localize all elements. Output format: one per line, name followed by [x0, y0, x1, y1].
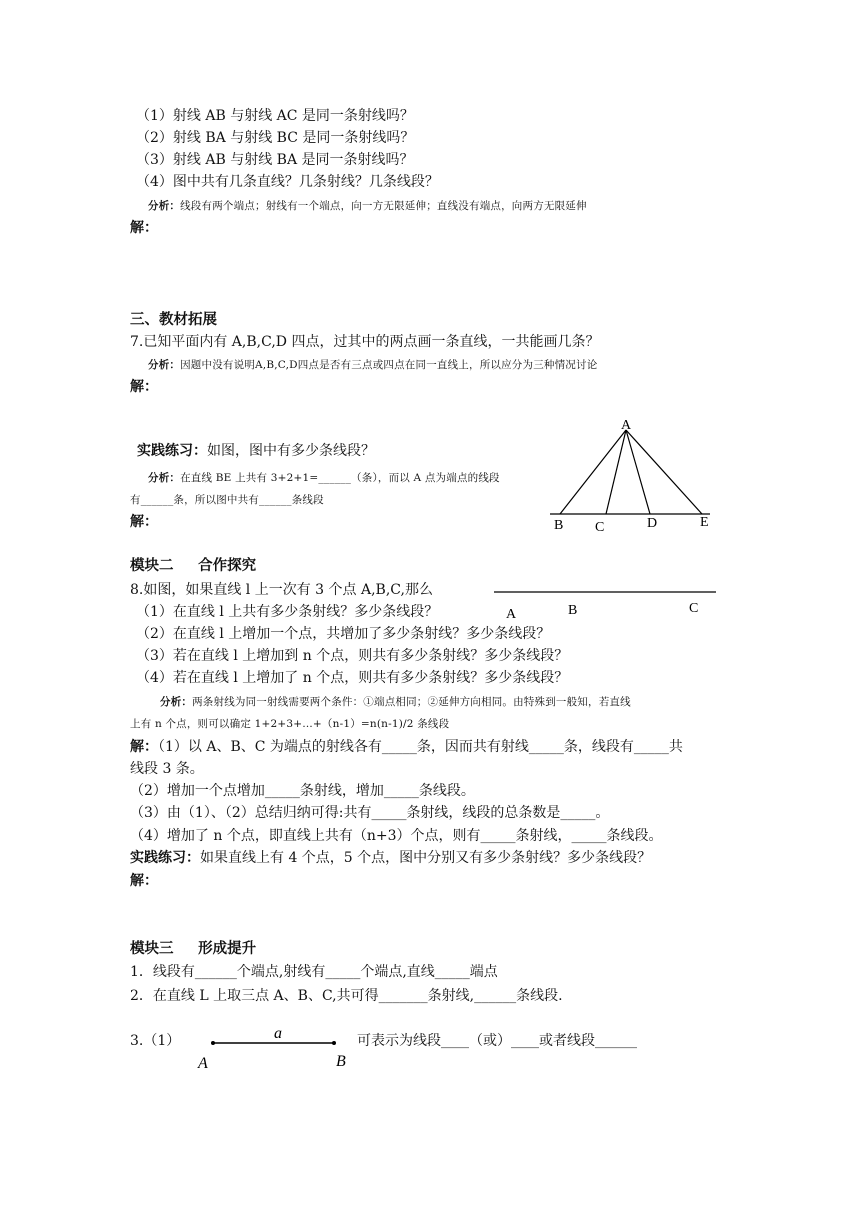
question-4: （4）图中共有几条直线？几条射线？几条线段？ [136, 174, 439, 190]
analysis-text: 在直线 BE 上共有 3+2+1=______（条），而以 A 点为端点的线段 [180, 472, 500, 484]
point-label-C: C [689, 601, 699, 616]
analysis-top [148, 196, 587, 216]
problem-3-number: 3.（1） [130, 1033, 181, 1049]
solution-8-1 [130, 737, 683, 757]
analysis-text: 因题中没有说明A,B,C,D四点是否有三点或四点在同一直线上，所以应分为三种情况讨论 [180, 359, 598, 371]
module-3-heading: 模块三 形成提升 [130, 940, 257, 957]
solution-label: 解： [130, 514, 158, 530]
question-8-4: （4）若在直线 l 上增加了 n 个点，则共有多少条射线？多少条线段？ [136, 670, 569, 686]
solution-label: 解： [130, 220, 158, 236]
analysis-label: 分析： [148, 472, 181, 484]
problem-3-text: 可表示为线段____（或）____或者线段______ [357, 1033, 637, 1049]
analysis-practice-1 [148, 468, 500, 488]
section-heading-3: 三、教材拓展 [130, 311, 217, 328]
segment-figure [190, 1022, 360, 1074]
question-8: 8.如图，如果直线 l 上一次有 3 个点 A,B,C,那么 [130, 582, 433, 598]
problem-1: 1．线段有______个端点,射线有_____个端点,直线_____端点 [130, 964, 498, 980]
solution-8-4: （4）增加了 n 个点，即直线上共有（n+3）个点，则有_____条射线，_____条线段。 [130, 828, 663, 844]
practice-label: 实践练习： [130, 850, 200, 866]
question-1: （1）射线 AB 与射线 AC 是同一条射线吗？ [136, 108, 414, 124]
question-7: 7.已知平面内有 A,B,C,D 四点，过其中的两点画一条直线，一共能画几条？ [130, 334, 600, 350]
analysis-text: 两条射线为同一射线需要两个条件：①端点相同；②延伸方向相同。由特殊到一般知，若直线 [192, 696, 631, 708]
point-label-B: B [554, 518, 564, 533]
point-label-A: A [506, 607, 517, 622]
solution-8-2: （2）增加一个点增加_____条射线，增加_____条线段。 [130, 783, 475, 799]
practice-1 [137, 441, 375, 461]
analysis-text: 线段有两个端点；射线有一个端点，向一方无限延伸；直线没有端点，向两方无限延伸 [180, 200, 587, 212]
solution-8-3: （3）由（1）、（2）总结归纳可得:共有_____条射线，线段的总条数是_____。 [130, 805, 610, 821]
module-2-heading: 模块二 合作探究 [130, 557, 257, 574]
solution-label: 解： [130, 739, 158, 755]
analysis-7 [148, 355, 597, 375]
question-8-3: （3）若在直线 l 上增加到 n 个点，则共有多少条射线？多少条线段？ [136, 648, 569, 664]
question-3: （3）射线 AB 与射线 BA 是同一条射线吗？ [136, 152, 414, 168]
question-8-2: （2）在直线 l 上增加一个点，共增加了多少条射线？多少条线段？ [136, 626, 551, 642]
solution-label: 解： [130, 873, 158, 889]
practice-text: 如图，图中有多少条线段？ [207, 443, 375, 459]
practice-2 [130, 848, 651, 868]
solution-8-1-text: （1）以 A、B、C 为端点的射线各有_____条，因而共有射线_____条，线段有_____共 [158, 739, 683, 755]
point-label-C: C [595, 520, 605, 535]
endpoint-A [211, 1041, 215, 1045]
point-label-D: D [647, 516, 658, 531]
question-8-1: （1）在直线 l 上共有多少条射线？多少条线段？ [136, 604, 439, 620]
solution-8-1-cont: 线段 3 条。 [130, 761, 204, 777]
point-label-E: E [700, 515, 709, 530]
segment-label-a: a [274, 1025, 282, 1042]
analysis-label: 分析： [148, 359, 181, 371]
line-l-figure [490, 588, 730, 626]
analysis-label: 分析： [160, 696, 193, 708]
point-label-B: B [336, 1053, 346, 1070]
point-label-B: B [568, 603, 578, 618]
analysis-8 [160, 692, 631, 712]
practice-text: 如果直线上有 4 个点，5 个点，图中分别又有多少条射线？多少条线段？ [200, 850, 652, 866]
point-label-A: A [621, 418, 632, 433]
question-2: （2）射线 BA 与射线 BC 是同一条射线吗？ [136, 130, 415, 146]
triangle-figure [540, 410, 730, 540]
analysis-practice-1-line2: 有______条，所以图中共有______条线段 [130, 494, 324, 506]
solution-label: 解： [130, 379, 158, 395]
point-label-A: A [198, 1055, 208, 1072]
practice-label: 实践练习： [137, 443, 207, 459]
endpoint-B [332, 1041, 336, 1045]
problem-2: 2．在直线 L 上取三点 A、B、C,共可得_______条射线,______条线段. [130, 988, 563, 1004]
analysis-label: 分析： [148, 200, 181, 212]
analysis-8-line2: 上有 n 个点，则可以确定 1+2+3+…+（n-1）=n(n-1)/2 条线段 [130, 718, 450, 730]
